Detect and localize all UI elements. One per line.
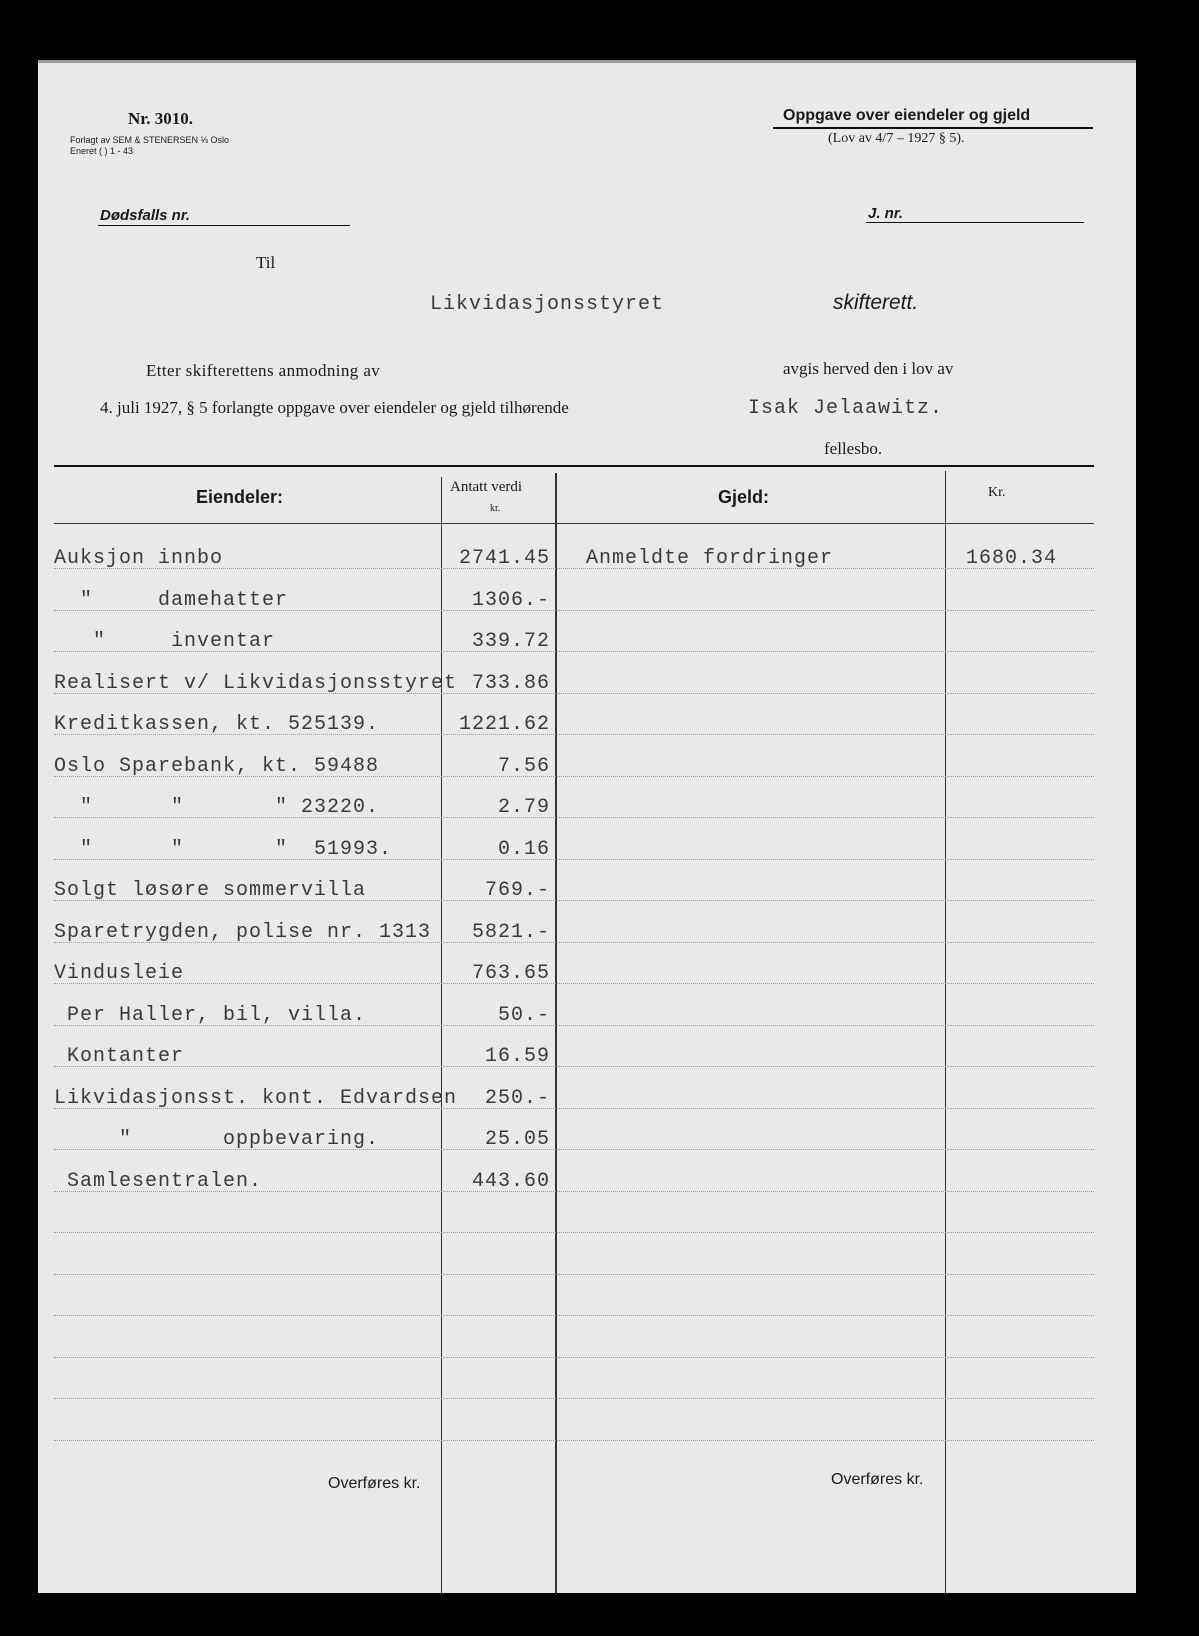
body-line-1-left: Etter skifterettens anmodning av [146, 361, 381, 380]
header-antatt-verdi: Antatt verdi [450, 479, 523, 495]
asset-desc: " " " 51993. [54, 838, 393, 861]
doedsfalls-label: Dødsfalls nr. [100, 207, 191, 224]
asset-value: 339.72 [471, 630, 550, 653]
table-top-rule [54, 465, 1094, 467]
ruled-line [54, 1066, 1094, 1067]
debt-value: 1680.34 [966, 547, 1058, 570]
asset-desc: Sparetrygden, polise nr. 1313 [54, 921, 432, 944]
asset-value: 769.- [484, 879, 550, 902]
court-name: Likvidasjonsstyret [430, 293, 665, 316]
asset-desc: Oslo Sparebank, kt. 59488 [54, 755, 380, 778]
column-divider-center [555, 473, 557, 1593]
body-line-2: 4. juli 1927, § 5 forlangte oppgave over eiendeler og gjeld tilhørende [100, 398, 569, 417]
table-header-rule [54, 523, 1094, 524]
header-gjeld: Gjeld: [718, 487, 770, 507]
asset-value: 0.16 [497, 838, 550, 861]
law-reference: (Lov av 4/7 – 1927 § 5). [828, 131, 965, 146]
asset-value: 2.79 [497, 796, 550, 819]
asset-desc: Likvidasjonsst. kont. Edvardsen [54, 1087, 458, 1110]
overfores-left: Overføres kr. [328, 1475, 421, 1492]
column-divider-debt-value [945, 471, 946, 1593]
asset-value: 763.65 [471, 962, 550, 985]
header-eiendeler: Eiendeler: [196, 487, 284, 507]
asset-desc: Per Haller, bil, villa. [54, 1004, 367, 1027]
ruled-line [54, 1357, 1094, 1358]
ruled-line [54, 1315, 1094, 1316]
asset-desc: " inventar [54, 630, 276, 653]
publisher-line-1: Forlagt av SEM & STENERSEN ⅓ Oslo [70, 135, 230, 145]
column-divider-assets-value [441, 477, 442, 1593]
asset-value: 733.86 [471, 672, 550, 695]
asset-desc: Auksjon innbo [54, 547, 224, 570]
asset-value: 443.60 [471, 1170, 550, 1193]
asset-value: 50.- [497, 1004, 550, 1027]
jnr-field-line [866, 222, 1084, 223]
til-label: Til [256, 253, 276, 272]
asset-value: 25.05 [484, 1128, 550, 1151]
owner-name: Isak Jelaawitz. [748, 397, 944, 420]
debt-desc: Anmeldte fordringer [586, 547, 834, 570]
asset-value: 250.- [484, 1087, 550, 1110]
form-number: Nr. 3010. [128, 109, 194, 128]
asset-value: 1221.62 [458, 713, 550, 736]
asset-desc: " oppbevaring. [54, 1128, 380, 1151]
ruled-line [54, 1440, 1094, 1441]
ruled-line [54, 1232, 1094, 1233]
form-sheet [38, 60, 1136, 1593]
fellesbo-label: fellesbo. [824, 439, 883, 458]
form-title: Oppgave over eiendeler og gjeld [783, 107, 1031, 124]
asset-value: 5821.- [471, 921, 550, 944]
title-underline [773, 127, 1093, 129]
jnr-label: J. nr. [868, 205, 904, 222]
asset-desc: " " " 23220. [54, 796, 380, 819]
body-line-1-right: avgis herved den i lov av [783, 359, 954, 378]
asset-desc: Kontanter [54, 1045, 185, 1068]
header-kr: Kr. [988, 485, 1006, 500]
asset-desc: " damehatter [54, 589, 289, 612]
ruled-line [54, 1274, 1094, 1275]
asset-value: 1306.- [471, 589, 550, 612]
asset-desc: Kreditkassen, kt. 525139. [54, 713, 380, 736]
asset-desc: Realisert v/ Likvidasjonsstyret [54, 672, 458, 695]
asset-desc: Vindusleie [54, 962, 185, 985]
publisher-imprint [70, 135, 229, 157]
header-kr-small: kr. [490, 503, 501, 514]
overfores-right: Overføres kr. [831, 1471, 924, 1488]
asset-desc: Solgt løsøre sommervilla [54, 879, 367, 902]
asset-value: 16.59 [484, 1045, 550, 1068]
asset-value: 2741.45 [458, 547, 550, 570]
ruled-line [54, 983, 1094, 984]
asset-desc: Samlesentralen. [54, 1170, 263, 1193]
skifterett-label: skifterett. [833, 291, 919, 314]
ruled-line [54, 1398, 1094, 1399]
asset-value: 7.56 [497, 755, 550, 778]
publisher-line-2: Eneret ( ) 1 - 43 [70, 146, 134, 156]
doedsfalls-field-line [98, 225, 350, 226]
